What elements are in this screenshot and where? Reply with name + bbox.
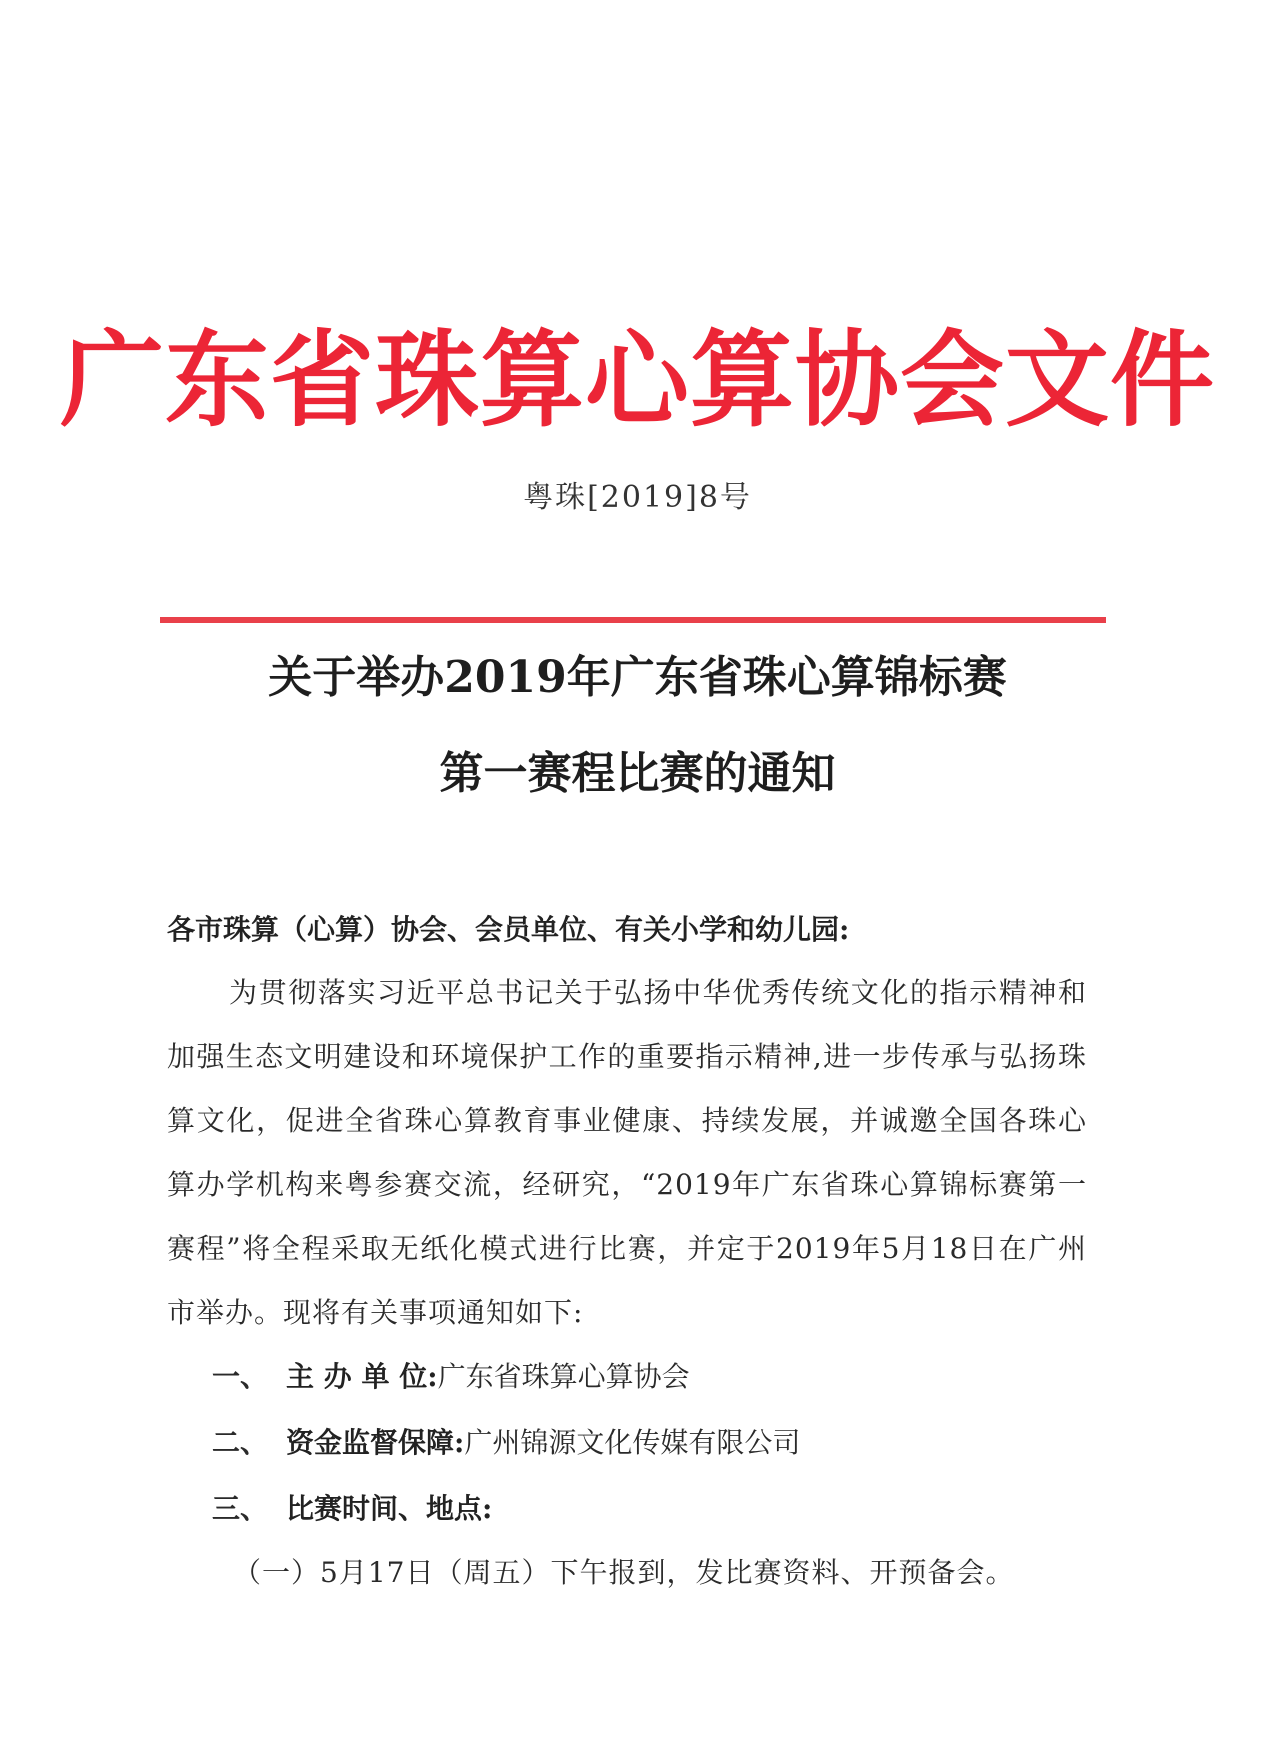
notice-title-line-2: 第一赛程比赛的通知 [439,748,836,799]
sub-item-registration: （一）5月17日（周五）下午报到，发比赛资料、开预备会。 [233,1556,1015,1589]
red-divider-line [160,617,1106,623]
list-item-label: 比赛时间、地点: [286,1492,493,1525]
notice-title-line-1: 关于举办2019年广东省珠心算锦标赛 [268,652,1007,703]
list-item-label: 资金监督保障: [286,1426,465,1459]
list-item-number: 三、 [212,1492,269,1525]
list-item-time-location [212,1477,492,1541]
document-number: 粤珠[2019]8号 [523,480,752,515]
list-item-label: 主 办 单 位: [286,1360,438,1393]
salutation: 各市珠算（心算）协会、会员单位、有关小学和幼儿园: [167,913,850,946]
list-item-number: 二、 [212,1426,269,1459]
list-item-value: 广东省珠算心算协会 [437,1360,690,1393]
organization-title: 广东省珠算心算协会文件 [59,319,1215,441]
list-item-organizer [212,1345,690,1409]
list-item-value: 广州锦源文化传媒有限公司 [464,1426,801,1459]
list-item-fund-supervision [212,1411,800,1475]
intro-paragraph: 为贯彻落实习近平总书记关于弘扬中华优秀传统文化的指示精神和加强生态文明建设和环境保护工作的重要指示精神,进一步传承与弘扬珠算文化，促进全省珠心算教育事业健康、持续发展，并诚邀全国各珠心算办学机构来粤参赛交流，经研究，“2019年广东省珠心算锦标赛第一赛程”将全程采取无纸化模式进行比赛，并定于2019年5月18日在广州市举办。现将有关事项通知如下: [167,976,1087,1329]
list-item-number: 一、 [212,1360,269,1393]
